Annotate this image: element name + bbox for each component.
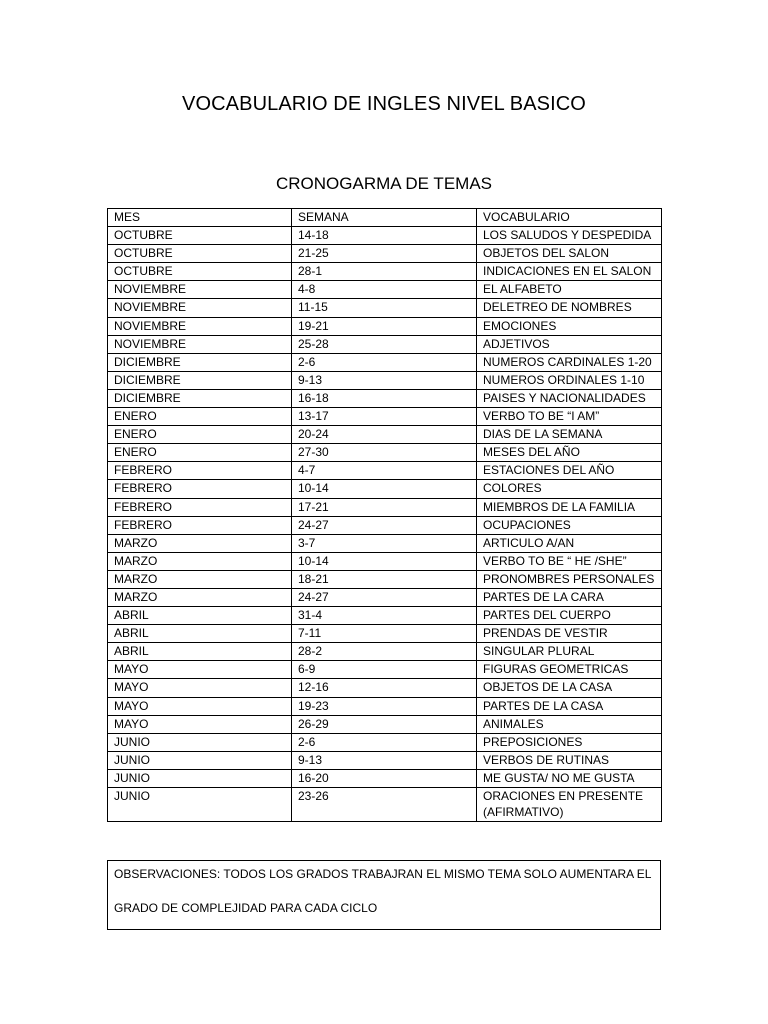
table-row	[108, 788, 662, 822]
cell-vocabulario: OCUPACIONES	[477, 516, 662, 534]
table-row	[108, 679, 662, 697]
table-row	[108, 317, 662, 335]
cell-vocabulario: PREPOSICIONES	[477, 733, 662, 751]
cell-vocabulario: OBJETOS DE LA CASA	[477, 679, 662, 697]
cell-mes: MAYO	[108, 679, 292, 697]
cell-vocabulario: PARTES DE LA CARA	[477, 588, 662, 606]
cell-vocabulario: OBJETOS DEL SALON	[477, 245, 662, 263]
cell-mes: JUNIO	[108, 788, 292, 822]
cell-semana: 10-14	[292, 552, 477, 570]
column-header-semana: SEMANA	[292, 209, 477, 227]
cell-mes: NOVIEMBRE	[108, 281, 292, 299]
cell-semana: 28-1	[292, 263, 477, 281]
table-row	[108, 643, 662, 661]
observations-box	[107, 860, 661, 930]
cell-mes: DICIEMBRE	[108, 389, 292, 407]
cell-semana: 7-11	[292, 625, 477, 643]
table-row	[108, 697, 662, 715]
cell-vocabulario: VERBOS DE RUTINAS	[477, 751, 662, 769]
cell-vocabulario: MIEMBROS DE LA FAMILIA	[477, 498, 662, 516]
cell-semana: 11-15	[292, 299, 477, 317]
cell-semana: 3-7	[292, 534, 477, 552]
cell-semana: 24-27	[292, 588, 477, 606]
cell-semana: 6-9	[292, 661, 477, 679]
table-row	[108, 607, 662, 625]
cell-semana: 2-6	[292, 353, 477, 371]
table-row	[108, 733, 662, 751]
cell-semana: 23-26	[292, 788, 477, 822]
cell-mes: ENERO	[108, 408, 292, 426]
cell-vocabulario: ANIMALES	[477, 715, 662, 733]
table-row	[108, 552, 662, 570]
cell-vocabulario: MESES DEL AÑO	[477, 444, 662, 462]
cell-semana: 16-20	[292, 769, 477, 787]
cell-mes: MARZO	[108, 534, 292, 552]
cell-semana: 2-6	[292, 733, 477, 751]
cell-vocabulario: DELETREO DE NOMBRES	[477, 299, 662, 317]
cell-semana: 27-30	[292, 444, 477, 462]
table-row	[108, 625, 662, 643]
table-row	[108, 498, 662, 516]
cell-mes: DICIEMBRE	[108, 353, 292, 371]
cell-mes: JUNIO	[108, 733, 292, 751]
table-row	[108, 281, 662, 299]
cell-semana: 10-14	[292, 480, 477, 498]
cell-semana: 9-13	[292, 371, 477, 389]
cell-mes: MARZO	[108, 570, 292, 588]
cell-mes: MARZO	[108, 588, 292, 606]
table-row	[108, 570, 662, 588]
cell-mes: JUNIO	[108, 751, 292, 769]
cell-mes: NOVIEMBRE	[108, 335, 292, 353]
cell-vocabulario: NUMEROS ORDINALES 1-10	[477, 371, 662, 389]
cell-vocabulario: FIGURAS GEOMETRICAS	[477, 661, 662, 679]
observations-line-1: OBSERVACIONES: TODOS LOS GRADOS TRABAJRAN EL MISMO TEMA SOLO AUMENTARA EL	[114, 867, 652, 881]
cell-vocabulario: VERBO TO BE “ HE /SHE”	[477, 552, 662, 570]
cell-mes: ABRIL	[108, 643, 292, 661]
page-subtitle: CRONOGARMA DE TEMAS	[276, 174, 492, 193]
cell-mes: NOVIEMBRE	[108, 299, 292, 317]
cell-semana: 4-8	[292, 281, 477, 299]
cell-vocabulario: ORACIONES EN PRESENTE (AFIRMATIVO)	[477, 788, 662, 822]
cell-semana: 25-28	[292, 335, 477, 353]
cell-semana: 19-23	[292, 697, 477, 715]
cell-semana: 21-25	[292, 245, 477, 263]
cell-semana: 13-17	[292, 408, 477, 426]
cell-mes: OCTUBRE	[108, 263, 292, 281]
cell-mes: JUNIO	[108, 769, 292, 787]
cell-semana: 4-7	[292, 462, 477, 480]
table-row	[108, 426, 662, 444]
table-row	[108, 516, 662, 534]
observations-line-2: GRADO DE COMPLEJIDAD PARA CADA CICLO	[114, 901, 378, 915]
cell-vocabulario: LOS SALUDOS Y DESPEDIDA	[477, 227, 662, 245]
schedule-table	[107, 208, 662, 822]
cell-semana: 28-2	[292, 643, 477, 661]
cell-vocabulario: PAISES Y NACIONALIDADES	[477, 389, 662, 407]
table-row	[108, 389, 662, 407]
table-row	[108, 462, 662, 480]
cell-vocabulario: PRONOMBRES PERSONALES	[477, 570, 662, 588]
cell-vocabulario: PARTES DEL CUERPO	[477, 607, 662, 625]
cell-mes: MAYO	[108, 661, 292, 679]
table-row	[108, 588, 662, 606]
cell-mes: FEBRERO	[108, 498, 292, 516]
cell-vocabulario: NUMEROS CARDINALES 1-20	[477, 353, 662, 371]
cell-semana: 16-18	[292, 389, 477, 407]
cell-semana: 14-18	[292, 227, 477, 245]
table-row	[108, 769, 662, 787]
cell-vocabulario: EMOCIONES	[477, 317, 662, 335]
table-row	[108, 263, 662, 281]
cell-mes: FEBRERO	[108, 516, 292, 534]
cell-mes: MARZO	[108, 552, 292, 570]
cell-mes: ENERO	[108, 426, 292, 444]
cell-mes: OCTUBRE	[108, 227, 292, 245]
cell-mes: ABRIL	[108, 607, 292, 625]
page-title: VOCABULARIO DE INGLES NIVEL BASICO	[182, 93, 586, 115]
column-header-vocabulario: VOCABULARIO	[477, 209, 662, 227]
cell-mes: DICIEMBRE	[108, 371, 292, 389]
table-row	[108, 245, 662, 263]
cell-semana: 19-21	[292, 317, 477, 335]
table-row	[108, 227, 662, 245]
table-row	[108, 353, 662, 371]
cell-mes: ENERO	[108, 444, 292, 462]
table-row	[108, 534, 662, 552]
cell-vocabulario: INDICACIONES EN EL SALON	[477, 263, 662, 281]
table-row	[108, 444, 662, 462]
cell-semana: 18-21	[292, 570, 477, 588]
cell-semana: 9-13	[292, 751, 477, 769]
cell-vocabulario: SINGULAR PLURAL	[477, 643, 662, 661]
table-row	[108, 299, 662, 317]
table-row	[108, 751, 662, 769]
cell-semana: 31-4	[292, 607, 477, 625]
table-row	[108, 408, 662, 426]
cell-semana: 17-21	[292, 498, 477, 516]
cell-mes: MAYO	[108, 715, 292, 733]
cell-mes: NOVIEMBRE	[108, 317, 292, 335]
cell-semana: 12-16	[292, 679, 477, 697]
column-header-mes: MES	[108, 209, 292, 227]
cell-mes: ABRIL	[108, 625, 292, 643]
cell-mes: FEBRERO	[108, 480, 292, 498]
table-row	[108, 661, 662, 679]
table-row	[108, 335, 662, 353]
cell-vocabulario: ME GUSTA/ NO ME GUSTA	[477, 769, 662, 787]
cell-vocabulario: ADJETIVOS	[477, 335, 662, 353]
cell-vocabulario: ARTICULO A/AN	[477, 534, 662, 552]
cell-semana: 24-27	[292, 516, 477, 534]
cell-vocabulario: VERBO TO BE “I AM”	[477, 408, 662, 426]
cell-mes: MAYO	[108, 697, 292, 715]
schedule-table-body	[108, 209, 662, 822]
table-row	[108, 480, 662, 498]
table-row	[108, 715, 662, 733]
cell-vocabulario: ESTACIONES DEL AÑO	[477, 462, 662, 480]
table-header-row	[108, 209, 662, 227]
cell-vocabulario: COLORES	[477, 480, 662, 498]
cell-semana: 26-29	[292, 715, 477, 733]
table-row	[108, 371, 662, 389]
cell-semana: 20-24	[292, 426, 477, 444]
cell-vocabulario: PARTES DE LA CASA	[477, 697, 662, 715]
cell-vocabulario: DIAS DE LA SEMANA	[477, 426, 662, 444]
cell-mes: FEBRERO	[108, 462, 292, 480]
cell-vocabulario: EL ALFABETO	[477, 281, 662, 299]
cell-vocabulario: PRENDAS DE VESTIR	[477, 625, 662, 643]
cell-mes: OCTUBRE	[108, 245, 292, 263]
